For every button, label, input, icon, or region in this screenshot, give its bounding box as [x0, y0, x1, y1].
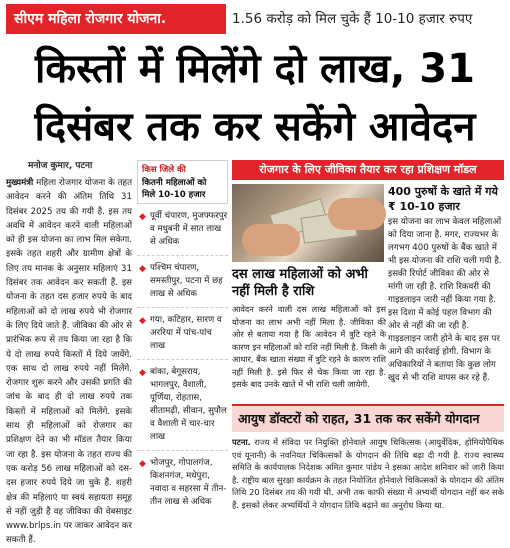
sidebar-list-item — [137, 262, 228, 308]
men-accounts-body: इस योजना का लाभ केवल महिलाओं को दिया जाना है. मगर, राज्यभर के लगभग 400 पुरुषों के बैंक खाते में भी इस योजना की राशि चली गयी है. इसकी रिपोर्ट जीविका की ओर से मांगी जा रही है. राशि रिकवरी की गाइडलाइन जारी नहीं किया गया है. इस दिशा में कोई पहल विभाग की ओर से नहीं की जा रही है. गाइडलाइन जारी होने के बाद इस पर आगे की कार्रवाई होगी. विभाग के अधिकारियों ने बताया कि कुछ लोग खुद से भी राशि वापस कर रहे हैं. — [388, 217, 502, 383]
sidebar-question-line-1: किस जिले की — [142, 165, 186, 175]
sidebar-list-item — [137, 366, 228, 451]
headline-line-1: किस्तों में मिलेंगे दो लाख, 31 — [35, 46, 475, 92]
kicker — [6, 4, 504, 34]
byline: मनोज कुमार, पटना — [28, 161, 93, 171]
location-pin-icon: ◆ — [139, 316, 146, 326]
sidebar-question-line-3: मिले 10-10 हजार — [142, 190, 206, 200]
men-accounts-title: 400 पुरुषों के खाते में गये ₹ 10-10 हजार — [388, 185, 498, 213]
district-sidebar — [137, 160, 228, 534]
sidebar-item-text: पूर्वी चंपारण, मुजफ्फरपुर व मधुबनी में सात लाख से अधिक — [150, 211, 228, 247]
sidebar-item-text: भोजपुर, गोपालगंज, किशनगंज, मधेपुरा, नवादा व सहरसा में तीन-तीन लाख से अधिक — [150, 458, 227, 507]
sidebar-list-item — [137, 457, 228, 515]
ayush-story — [232, 436, 504, 534]
sidebar-item-text: बांका, बेगूसराय, भागलपुर, वैशाली, पूर्णिया, रोहतास, सीतामढ़ी, सीवान, सुपौल व वैशाली में चार-चार लाख — [150, 367, 227, 442]
sidebar-list-item — [137, 210, 228, 256]
currency-photo — [232, 184, 384, 262]
ayush-banner: आयुष डॉक्टरों को राहत, 31 तक कर सकेंगे योगदान — [232, 404, 504, 432]
pending-amount-title: दस लाख महिलाओं को अभी नहीं मिली है राशि — [232, 267, 368, 299]
sidebar-item-text: पश्चिम चंपारण, समस्तीपुर, पटना में छह लाख से अधिक — [150, 263, 223, 299]
hand-graphic — [242, 224, 300, 256]
ayush-body: राज्य में संविदा पर नियुक्ति होनेवाले आयुष चिकित्सक (आयुर्वेदिक, होमियोपैथिक एवं यूनानी) के नवनियत चिकित्सकों के योगदान की तिथि बढ़ा दी गयी है. राज्य स्वास्थ्य समिति के कार्यपालक निदेशक अमित कुमार पांडेय ने इसका आदेश शनिवार को जारी किया है. राष्ट्रीय बाल सुरक्षा कार्यक्रम के तहत नियोजित होनेवाले चिकित्सकों के योगदान की अंतिम तिथि 20 दिसंबर तय की गयी थी. अभी तक काफी संख्या में अभ्यर्थी योगदान नहीं कर सके हैं. इसको लेकर अभ्यर्थियों ने योगदान तिथि बढ़ाने का अनुरोध किया था. — [232, 437, 505, 510]
sidebar-question-line-2: कितनी महिलाओं को — [142, 177, 207, 188]
kicker-label: सीएम महिला रोजगार योजना. — [6, 4, 226, 34]
hand-graphic — [328, 198, 386, 230]
headline-line-2: दिसंबर तक कर सकेंगे आवेदन — [34, 104, 476, 150]
article-lead-word: मुख्यमंत्री — [6, 178, 34, 188]
men-accounts-box — [388, 184, 504, 383]
pending-amount-body: आवेदन करने वाली दस लाख महिलाओं को इस योजना का लाभ अभी नहीं मिला है. जीविका की ओर से बताया गया है कि आवेदन में त्रुटि रहने के कारण इन महिलाओं को राशि नहीं मिली है. किसी के आधार, बैंक खाता संख्या में त्रुटि रहने के कारण राशि नहीं मिली है. इसे फिर से चेक किया जा रहा है. इसके बाद उनके खाते में भी राशि चली जायेगी. — [232, 304, 386, 389]
location-pin-icon: ◆ — [139, 459, 146, 469]
sidebar-question-box — [137, 160, 228, 204]
training-model-banner: रोजगार के लिए जीविका तैयार कर रहा प्रशिक्षण मॉडल — [232, 160, 504, 180]
location-pin-icon: ◆ — [139, 264, 146, 274]
sidebar-list-item — [137, 314, 228, 360]
kicker-subtext: 1.56 करोड़ को मिल चुके हैं 10-10 हजार रुपए — [232, 11, 473, 27]
ayush-dateline: पटना. — [232, 437, 251, 447]
location-pin-icon: ◆ — [139, 212, 146, 222]
location-pin-icon: ◆ — [139, 368, 146, 378]
main-article-column — [6, 176, 132, 546]
sidebar-list — [137, 210, 228, 515]
sidebar-item-text: गया, कटिहार, सारण व अररिया में पांच-पांच लाख — [150, 315, 222, 351]
article-body: महिला रोजगार योजना के तहत आवेदन करने की अंतिम तिथि 31 दिसंबर 2025 तय की गयी है. इस तय अवधि में आवेदन करने वाली महिलाओं को ही इस योजना का लाभ मिल सकेगा. इसके तहत शहरी और ग्रामीण क्षेत्रों के लिए तय मानक के अनुसार महिलाएं 31 दिसंबर तक आवेदन कर सकती हैं. इस योजना के तहत दस हजार रुपये के बाद महिलाओं को दो लाख रुपये भी रोजगार के लिए दिये जाते हैं. जीविका की ओर से प्रारंभिक रूप से तय किया जा रहा है कि ये दो लाख रुपये किस्तों में दिये जायेंगे. एक साथ दो लाख रुपये नहीं मिलेंगे. रोजगार शुरू करने और उसकी प्रगति की जांच के बाद ही दो लाख रुपये तक किस्तों में महिलाओं को मिलेंगे. इसके साथ ही महिलाओं को रोजगार का प्रशिक्षण देने का भी मॉडल तैयार किया जा रहा है. इस योजना के तहत राज्य की एक करोड़ 56 लाख महिलाओं को दस-दस हजार रुपये दिये जा चुके हैं. शहरी क्षेत्र की महिलाएं या स्वयं सहायता समूह से नहीं जुड़ी हैं वह जीविका की वेबसाइट www.brlps.in पर जाकर आवेदन कर सकती हैं. — [6, 178, 132, 546]
pending-amount-story — [232, 266, 386, 396]
